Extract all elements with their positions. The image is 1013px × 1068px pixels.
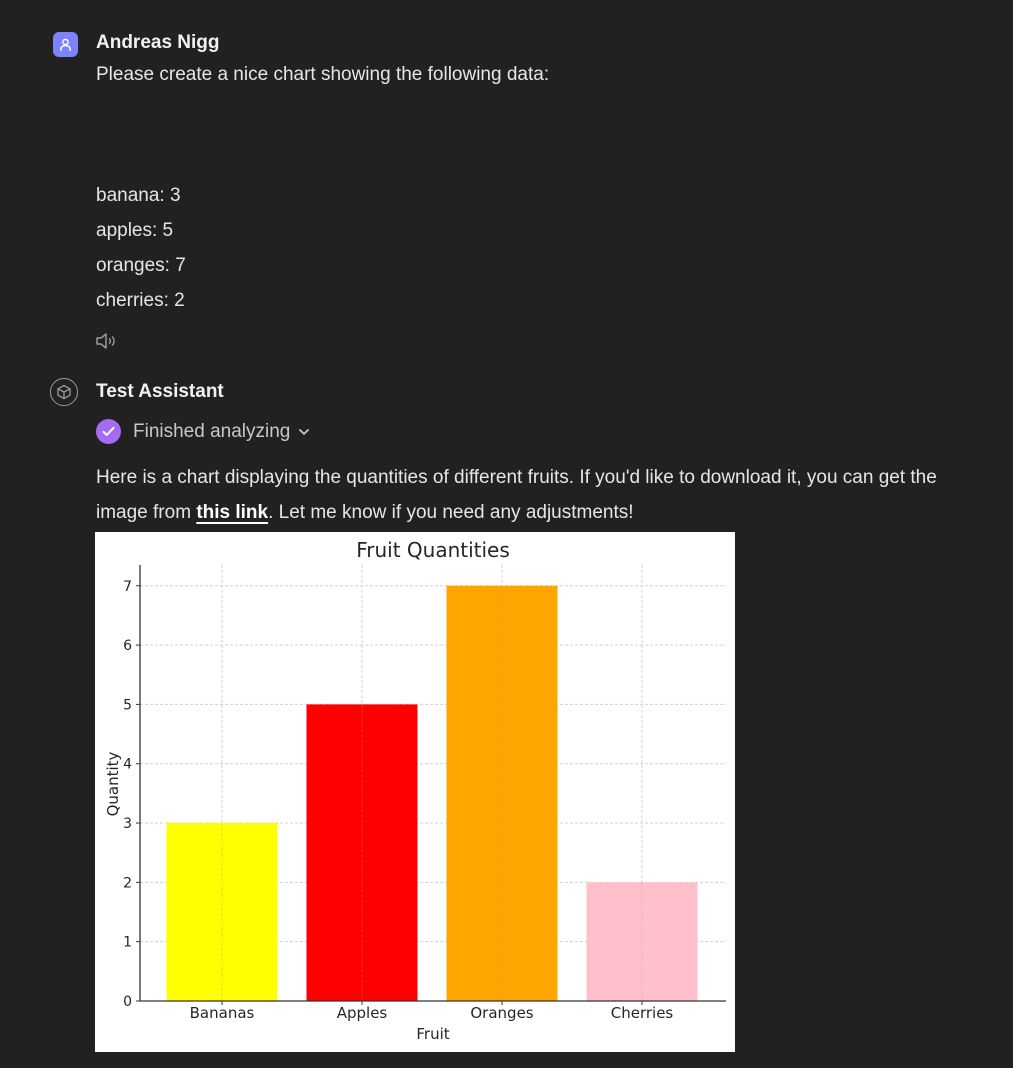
y-tick-label: 0	[123, 994, 132, 1010]
y-tick-label: 7	[123, 578, 132, 595]
y-tick-label: 6	[123, 638, 132, 655]
user-avatar	[53, 32, 78, 57]
y-tick-label: 4	[123, 756, 132, 773]
x-tick-label: Apples	[336, 1004, 388, 1022]
user-message-line: Please create a nice chart showing the following data:	[96, 64, 550, 85]
y-tick-label: 2	[123, 875, 132, 892]
x-axis-label: Fruit	[416, 1025, 450, 1043]
y-tick-label: 1	[123, 934, 132, 951]
status-label: Finished analyzing	[133, 420, 291, 442]
y-tick-label: 3	[123, 816, 132, 833]
y-axis-label: Quantity	[104, 751, 122, 817]
response-text: . Let me know if you need any adjustments!	[268, 502, 634, 523]
x-tick-label: Bananas	[189, 1004, 255, 1022]
read-aloud-button[interactable]	[95, 331, 119, 351]
user-message-line: apples: 5	[96, 220, 174, 241]
chevron-down-icon	[298, 428, 310, 436]
chart-title: Fruit Quantities	[356, 538, 510, 562]
y-tick-label: 5	[123, 697, 132, 714]
x-tick-label: Cherries	[610, 1004, 674, 1022]
check-circle-icon	[96, 419, 121, 444]
user-name: Andreas Nigg	[96, 32, 220, 53]
response-text: Here is a chart displaying the quantities of different fruits. If you'd like to download it, you can get the image from	[96, 467, 937, 523]
user-message-line: oranges: 7	[96, 255, 186, 276]
cube-icon	[56, 384, 72, 400]
assistant-response-text	[96, 460, 976, 530]
user-message-line: banana: 3	[96, 185, 181, 206]
assistant-avatar	[50, 378, 78, 406]
fruit-chart-image	[95, 532, 735, 1052]
user-message-line: cherries: 2	[96, 290, 185, 311]
bar-chart	[95, 532, 735, 1052]
assistant-name: Test Assistant	[96, 381, 224, 402]
x-tick-label: Oranges	[470, 1004, 534, 1022]
user-icon	[59, 38, 72, 52]
analysis-status-toggle[interactable]	[96, 419, 310, 444]
speaker-icon	[95, 331, 119, 351]
download-link[interactable]: this link	[196, 502, 269, 523]
